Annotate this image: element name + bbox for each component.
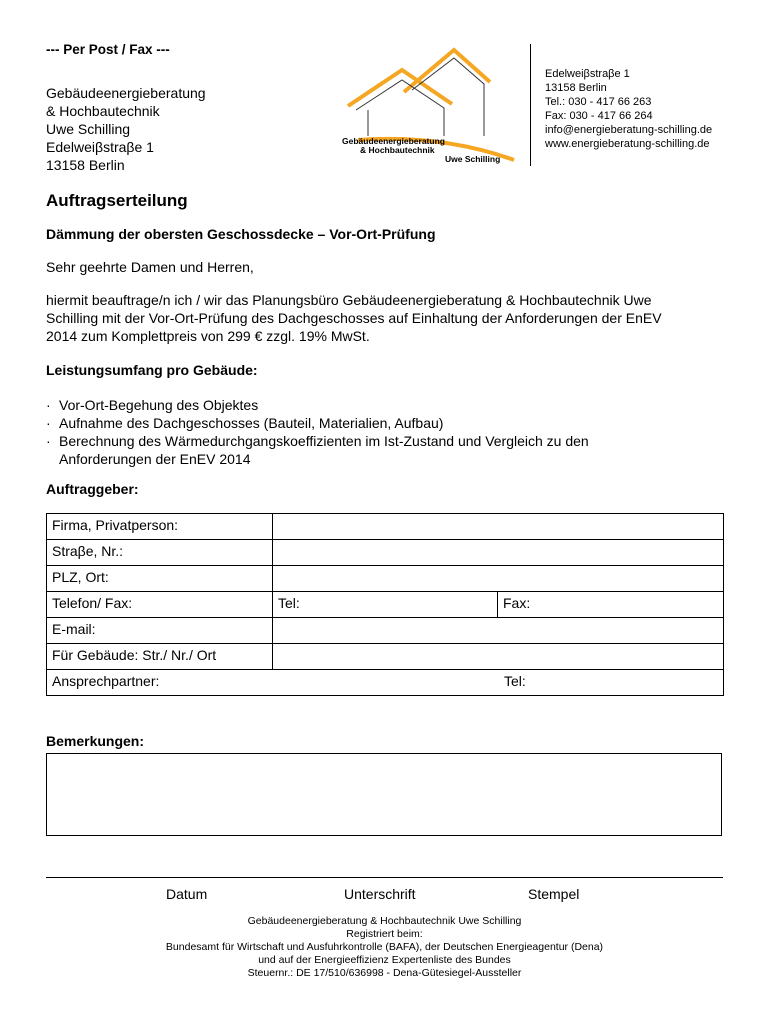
- contact-block: [545, 67, 712, 151]
- footer-line: Registriert beim:: [346, 928, 423, 940]
- contact-email[interactable]: info@energieberatung-schilling.de: [545, 124, 713, 136]
- intro-paragraph: [46, 291, 662, 345]
- building-label: Für Gebäude: Str./ Nr./ Ort: [47, 644, 273, 670]
- table-row: [47, 618, 724, 644]
- sender-line: & Hochbautechnik: [46, 103, 160, 119]
- footer-line: und auf der Energieeffizienz Expertenliste des Bundes: [258, 954, 511, 966]
- list-item: · Vor-Ort-Begehung des Objektes: [46, 397, 259, 413]
- contact-line: Tel.: 030 - 417 66 263: [545, 96, 652, 108]
- list-item: · Aufnahme des Dachgeschosses (Bauteil, Materialien, Aufbau): [46, 415, 444, 431]
- contact-person-field[interactable]: [47, 670, 724, 696]
- company-logo: [322, 44, 522, 170]
- contact-line: 13158 Berlin: [545, 82, 607, 94]
- company-label: Firma, Privatperson:: [47, 514, 273, 540]
- remarks-field[interactable]: [46, 753, 722, 836]
- logo-text-line3: Uwe Schilling: [445, 154, 501, 164]
- client-heading: Auftraggeber:: [46, 481, 139, 497]
- services-list: [46, 396, 589, 468]
- page-title: Auftragserteilung: [46, 191, 188, 210]
- street-field[interactable]: [273, 540, 724, 566]
- sender-line: Uwe Schilling: [46, 121, 131, 137]
- services-heading: Leistungsumfang pro Gebäude:: [46, 362, 258, 378]
- remarks-heading: Bemerkungen:: [46, 733, 145, 749]
- phone-fax-label: Telefon/ Fax:: [47, 592, 273, 618]
- building-field[interactable]: [273, 644, 724, 670]
- email-label: E-mail:: [47, 618, 273, 644]
- sender-line: Gebäudeenergieberatung: [46, 85, 206, 101]
- bullet-icon: ·: [46, 433, 51, 449]
- table-row: [47, 540, 724, 566]
- bullet-icon: ·: [46, 415, 51, 431]
- logo-text-line2: & Hochbautechnik: [360, 145, 435, 155]
- bullet-icon: ·: [46, 397, 51, 413]
- footer-line: Bundesamt für Wirtschaft und Ausfuhrkontrolle (BAFA), der Deutschen Energieagentur (Dena): [165, 941, 604, 953]
- intro-line: Schilling mit der Vor-Ort-Prüfung des Dachgeschosses auf Einhaltung der Anforderungen der EnEV: [46, 310, 662, 326]
- street-label: Straβe, Nr.:: [47, 540, 273, 566]
- table-row: [47, 644, 724, 670]
- signature-line: [46, 877, 723, 878]
- footer-line: Steuernr.: DE 17/510/636998 - Dena-Gütesiegel-Aussteller: [247, 967, 522, 979]
- intro-line: hiermit beauftrage/n ich / wir das Planungsbüro Gebäudeenergieberatung & Hochbautechnik Uwe: [46, 292, 652, 308]
- contact-website[interactable]: www.energieberatung-schilling.de: [545, 138, 710, 150]
- delivery-note: --- Per Post / Fax ---: [46, 42, 170, 57]
- phone-field[interactable]: [273, 592, 498, 618]
- email-field[interactable]: [273, 618, 724, 644]
- table-row: [47, 514, 724, 540]
- salutation: Sehr geehrte Damen und Herren,: [46, 259, 254, 275]
- fax-sublabel: Fax:: [503, 595, 531, 611]
- contact-line: Fax: 030 - 417 66 264: [545, 110, 653, 122]
- fax-field[interactable]: [498, 592, 724, 618]
- city-label: PLZ, Ort:: [47, 566, 273, 592]
- logo-text-line1: Gebäudeenergieberatung: [342, 136, 445, 146]
- sender-address: [46, 84, 206, 174]
- city-field[interactable]: [273, 566, 724, 592]
- contact-person-label: Ansprechpartner:: [52, 673, 160, 689]
- client-form-table: [46, 513, 724, 696]
- footer-line: Gebäudeenergieberatung & Hochbautechnik Uwe Schilling: [247, 915, 522, 927]
- stamp-label: Stempel: [528, 886, 580, 902]
- phone-sublabel: Tel:: [278, 595, 300, 611]
- contact-line: Edelweiβstraβe 1: [545, 68, 630, 80]
- table-row: [47, 670, 724, 696]
- intro-line: 2014 zum Komplettpreis von 299 € zzgl. 19% MwSt.: [46, 328, 370, 344]
- company-field[interactable]: [273, 514, 724, 540]
- table-row: [47, 592, 724, 618]
- footer: [46, 915, 723, 980]
- page-subtitle: Dämmung der obersten Geschossdecke – Vor-Ort-Prüfung: [46, 226, 436, 242]
- logo-roof-orange-icon: [348, 70, 452, 106]
- header-divider: [530, 44, 531, 166]
- list-item: · Berechnung des Wärmedurchgangskoeffizienten im Ist-Zustand und Vergleich zu den Anforderungen der EnEV 2014: [46, 433, 589, 467]
- sender-line: 13158 Berlin: [46, 157, 125, 173]
- sender-line: Edelweiβstraβe 1: [46, 139, 154, 155]
- date-label: Datum: [166, 886, 208, 902]
- table-row: [47, 566, 724, 592]
- contact-phone-sublabel: Tel:: [504, 673, 526, 689]
- signature-label: Unterschrift: [344, 886, 416, 902]
